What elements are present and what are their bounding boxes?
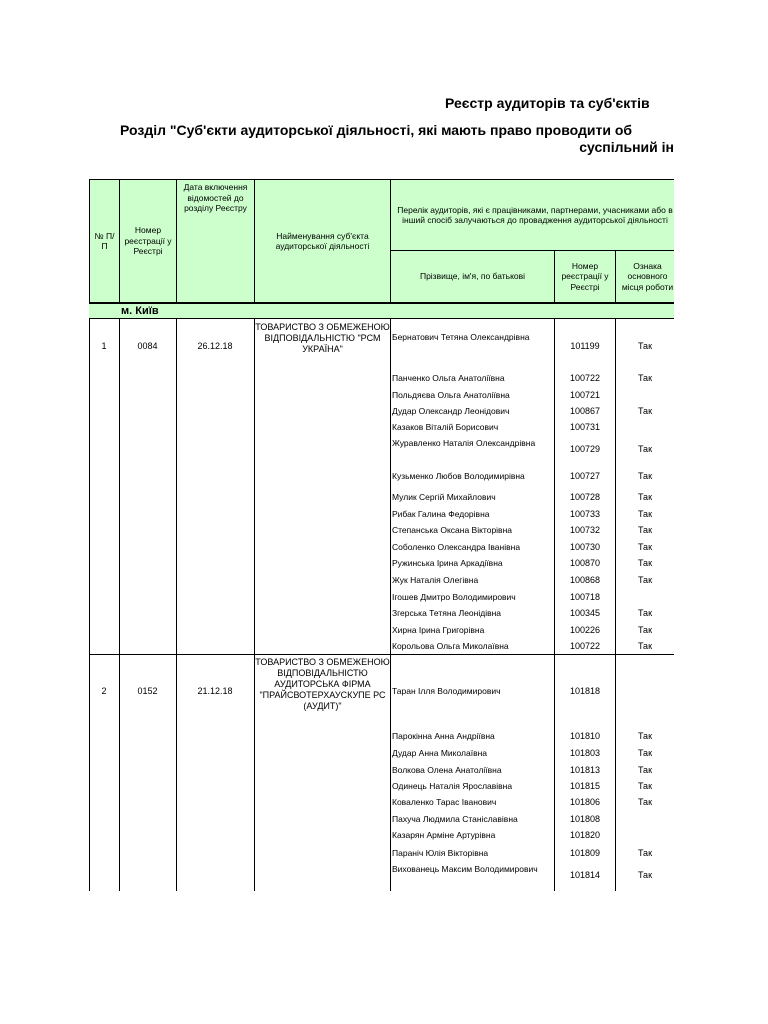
auditor-name: Ружинська Ірина Аркадіївна: [392, 558, 503, 568]
auditor-name: Казаков Віталій Борисович: [392, 422, 499, 432]
auditor-name: Пахуча Людмила Станіславівна: [392, 814, 518, 824]
auditor-name: Кузьменко Любов Володимирівна: [392, 471, 525, 481]
auditor-name: Параніч Юлія Вікторівна: [392, 848, 489, 858]
auditor-reg: 100868: [569, 575, 601, 585]
header-reg: Номер реєстрації у Реєстрі: [119, 179, 177, 303]
auditor-main: Так: [637, 748, 653, 758]
auditor-reg: 100721: [569, 390, 601, 400]
auditor-name: Парокінна Анна Андріївна: [392, 731, 495, 741]
auditor-reg: 100345: [569, 608, 601, 618]
auditor-main: Так: [637, 781, 653, 791]
registry-title: Реєстр аудиторів та суб'єктів: [445, 95, 650, 111]
group-num: 1: [101, 341, 107, 351]
auditor-main: Так: [637, 797, 653, 807]
auditor-reg: 101810: [569, 731, 601, 741]
auditor-main: Так: [637, 492, 653, 502]
auditor-name: Волкова Олена Анатоліївна: [392, 765, 502, 775]
auditor-reg: 100722: [569, 373, 601, 383]
group-org: ТОВАРИСТВО З ОБМЕЖЕНОЮ ВІДПОВІДАЛЬНІСТЮ "РСМ УКРАЇНА": [255, 322, 390, 354]
auditor-reg: 100730: [569, 542, 601, 552]
auditor-name: Корольова Ольга Миколаївна: [392, 641, 509, 651]
auditor-main: Так: [637, 641, 653, 651]
auditor-name: Панченко Ольга Анатоліївна: [392, 373, 505, 383]
grid-line: [119, 319, 120, 891]
grid-line: [390, 319, 391, 891]
group-separator: [89, 654, 674, 655]
auditor-reg: 101815: [569, 781, 601, 791]
auditor-reg: 101806: [569, 797, 601, 807]
auditor-reg: 100732: [569, 525, 601, 535]
registry-table: [89, 179, 674, 891]
auditor-main: Так: [637, 525, 653, 535]
auditor-name: Журавленко Наталія Олександрівна: [392, 438, 536, 448]
auditor-reg: 101820: [569, 830, 601, 840]
auditor-reg: 101813: [569, 765, 601, 775]
group-num: 2: [101, 686, 107, 696]
header-num: № П/П: [89, 179, 120, 303]
city-name: м. Київ: [121, 305, 159, 317]
auditor-reg: 100226: [569, 625, 601, 635]
auditor-name: Степанська Оксана Вікторівна: [392, 525, 512, 535]
auditor-name: Соболенко Олександра Іванівна: [392, 542, 521, 552]
auditor-main: Так: [637, 341, 653, 351]
auditor-reg: 100733: [569, 509, 601, 519]
group-reg: 0084: [137, 341, 158, 351]
auditor-name: Казарян Арміне Артурівна: [392, 830, 496, 840]
auditor-name: Коваленко Тарас Іванович: [392, 797, 497, 807]
auditor-name: Дудар Анна Миколаївна: [392, 748, 488, 758]
auditor-main: Так: [637, 848, 653, 858]
auditor-main: Так: [637, 765, 653, 775]
auditor-name: Вихованець Максим Володимирович: [392, 864, 538, 874]
auditor-main: Так: [637, 509, 653, 519]
auditor-reg: 100870: [569, 558, 601, 568]
auditor-reg: 101808: [569, 814, 601, 824]
auditor-name: Дудар Олександр Леонідович: [392, 406, 510, 416]
group-reg: 0152: [137, 686, 158, 696]
auditor-main: Так: [637, 542, 653, 552]
city-row: [89, 303, 674, 319]
group-date: 26.12.18: [197, 341, 233, 351]
grid-line: [176, 319, 177, 891]
auditor-main: Так: [637, 471, 653, 481]
auditor-reg: 100718: [569, 592, 601, 602]
auditor-reg: 101818: [569, 686, 601, 696]
auditor-main: Так: [637, 625, 653, 635]
group-date: 21.12.18: [197, 686, 233, 696]
auditor-reg: 101199: [570, 341, 600, 351]
auditor-reg: 101803: [569, 748, 601, 758]
auditor-name: Рибак Галина Федорівна: [392, 509, 490, 519]
header-date: Дата включення відомостей до розділу Реєстру: [176, 179, 255, 303]
grid-line: [254, 319, 255, 891]
grid-line: [89, 319, 90, 891]
auditor-reg: 100722: [569, 641, 601, 651]
auditor-main: Так: [637, 444, 653, 454]
auditor-name: Бернатович Тетяна Олександрівна: [392, 332, 530, 342]
auditor-main: Так: [637, 575, 653, 585]
header-auditors-group: Перелік аудиторів, які є працівниками, партнерами, учасниками або в інший спосіб залучаються до провадження аудиторської діяльності: [390, 179, 674, 251]
auditor-name: Згерська Тетяна Леонідівна: [392, 608, 502, 618]
auditor-main: Так: [637, 558, 653, 568]
auditor-main: Так: [637, 406, 653, 416]
auditor-reg: 100729: [569, 444, 601, 454]
auditor-main: Так: [637, 608, 653, 618]
header-aud-reg: Номер реєстрації у Реєстрі: [554, 250, 616, 303]
section-title: Розділ "Суб'єкти аудиторської діяльності, які мають право проводити об: [120, 122, 633, 138]
auditor-name: Хирна Ірина Григорівна: [392, 625, 485, 635]
auditor-name: Жук Наталія Олегівна: [392, 575, 479, 585]
section-title-continued: суспільний ін: [579, 139, 674, 155]
auditor-main: Так: [637, 731, 653, 741]
auditor-name: Ігошев Дмитро Володимирович: [392, 592, 516, 602]
auditor-name: Таран Ілля Володимирович: [392, 686, 501, 696]
header-name: Прізвище, ім'я, по батькові: [390, 250, 555, 303]
auditor-reg: 100728: [569, 492, 601, 502]
auditor-name: Польдяєва Ольга Анатоліївна: [392, 390, 510, 400]
group-org: ТОВАРИСТВО З ОБМЕЖЕНОЮ ВІДПОВІДАЛЬНІСТЮ АУДИТОРСЬКА ФІРМА "ПРАЙСВОТЕРХАУСКУПЕ РС (АУДИТ)": [255, 657, 390, 711]
auditor-reg: 100727: [569, 471, 601, 481]
auditor-reg: 101814: [569, 870, 601, 880]
auditor-reg: 101809: [569, 848, 601, 858]
auditor-main: Так: [637, 373, 653, 383]
auditor-reg: 100731: [569, 422, 601, 432]
header-org: Найменування суб'єкта аудиторської діяльності: [254, 179, 391, 303]
auditor-name: Мулик Сергій Михайлович: [392, 492, 496, 502]
auditor-reg: 100867: [569, 406, 601, 416]
header-main-place: Ознака основного місця роботи: [615, 250, 674, 303]
auditor-name: Одинець Наталія Ярославівна: [392, 781, 513, 791]
auditor-main: Так: [637, 870, 653, 880]
